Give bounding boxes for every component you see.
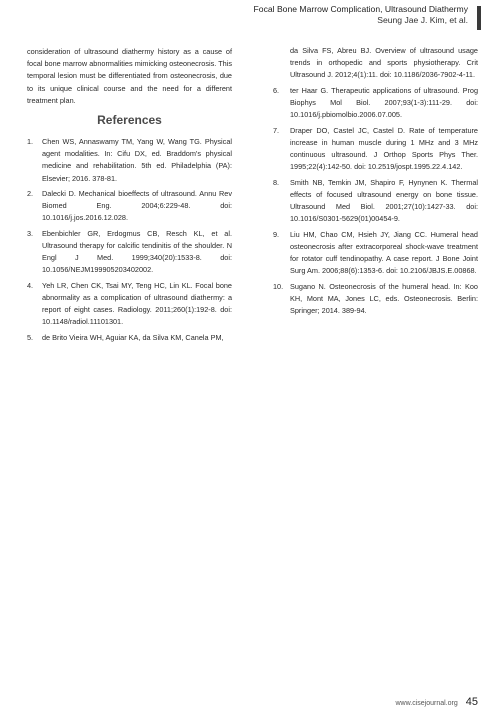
references-list-left — [27, 136, 232, 344]
reference-number: 6. — [273, 85, 280, 95]
page-number: 45 — [465, 696, 478, 708]
references-heading: References — [97, 113, 162, 128]
reference-text: Ebenbichler GR, Erdogmus CB, Resch KL, et al. Ultrasound therapy for calcific tendinitis of the shoulder. N Engl J Med. 1999;340(20):1533-8. doi: 10.1056/NEJM199905203402002. — [42, 228, 232, 275]
reference-continuation — [273, 45, 478, 82]
reference-item — [273, 125, 478, 174]
reference-item — [273, 229, 478, 278]
reference-text: Sugano N. Osteonecrosis of the humeral head. In: Koo KH, Mont MA, Jones LC, eds. Osteonecrosis. Berlin: Springer; 2014. 389-94. — [290, 281, 478, 315]
reference-text: Yeh LR, Chen CK, Tsai MY, Teng HC, Lin KL. Focal bone abnormality as a complication of ultrasound diathermy: a report of eight cases. Radiology. 2011;260(1):192-8. doi: 10.1148/radiol.11101301. — [42, 280, 232, 327]
reference-number: 7. — [273, 125, 280, 135]
reference-text: de Brito Vieira WH, Aguiar KA, da Silva KM, Canela PM, — [42, 332, 224, 342]
reference-number: 4. — [27, 280, 34, 290]
reference-item — [27, 280, 232, 329]
reference-item — [273, 177, 478, 226]
reference-item — [27, 332, 232, 344]
reference-number: 8. — [273, 177, 280, 187]
reference-number: 3. — [27, 228, 34, 238]
reference-number: 1. — [27, 137, 34, 147]
reference-number: 5. — [27, 332, 34, 342]
reference-text: Liu HM, Chao CM, Hsieh JY, Jiang CC. Humeral head osteonecrosis after extracorporeal shock-wave treatment for rotator cuff tendinopathy. A case report. J Bone Joint Surg Am. 2006;88(6):1353-6. doi: 10.2106/JBJS.E.00868. — [290, 229, 478, 276]
running-head — [254, 4, 476, 26]
reference-number: 10. — [273, 281, 284, 291]
reference-number: 2. — [27, 189, 34, 199]
reference-item — [27, 188, 232, 225]
reference-item — [27, 136, 232, 185]
running-head-bar — [477, 6, 481, 30]
page-footer — [396, 696, 479, 708]
references-list-right — [273, 45, 478, 317]
reference-item — [273, 85, 478, 122]
reference-text: Dalecki D. Mechanical bioeffects of ultrasound. Annu Rev Biomed Eng. 2004;6:229-48. doi: 10.1016/j.jos.2016.12.028. — [42, 189, 232, 223]
running-head-title: Focal Bone Marrow Complication, Ultrasound Diathermy — [253, 4, 468, 14]
reference-text: Draper DO, Castel JC, Castel D. Rate of temperature increase in human muscle during 1 MHz and 3 MHz continuous ultrasound. J Orthop Sports Phys Ther. 1995;22(4):142-50. doi: 10.2519/jospt.1995.22.4.142. — [290, 125, 478, 172]
reference-number: 9. — [273, 229, 280, 239]
journal-url: www.cisejournal.org — [395, 700, 458, 707]
reference-text: Chen WS, Annaswamy TM, Yang W, Wang TG. Physical agent modalities. In: Cifu DX, ed. Braddom's physical medicine and rehabilitation. 5th ed. Philadelphia (PA): Elsevier; 2016. 378-81. — [42, 137, 232, 183]
reference-item — [27, 228, 232, 277]
reference-text: Smith NB, Temkin JM, Shapiro F, Hynynen K. Thermal effects of focused ultrasound energy on bone tissue. Ultrasound Med Biol. 2001;27(10):1427-33. doi: 10.1016/S0301-5629(01)00454-9. — [290, 177, 478, 224]
running-head-authors: Seung Jae J. Kim, et al. — [377, 15, 468, 25]
reference-item — [273, 281, 478, 318]
right-column — [273, 45, 478, 320]
intro-paragraph: consideration of ultrasound diathermy history as a cause of focal bone marrow abnormalities mimicking osteonecrosis. This temporal lesion must be differentiated from osteonecrosis, due to its unique clinical course and the need for a different treatment plan. — [27, 47, 232, 105]
reference-text: ter Haar G. Therapeutic applications of ultrasound. Prog Biophys Mol Biol. 2007;93(1-3):111-29. doi: 10.1016/j.pbiomolbio.2006.07.005. — [290, 85, 478, 120]
left-column — [27, 46, 232, 347]
reference-text: da Silva FS, Abreu BJ. Overview of ultrasound usage trends in orthopedic and sports physiotherapy. Crit Ultrasound J. 2012;4(1):11. doi: 10.1186/2036-7902-4-11. — [290, 46, 478, 80]
